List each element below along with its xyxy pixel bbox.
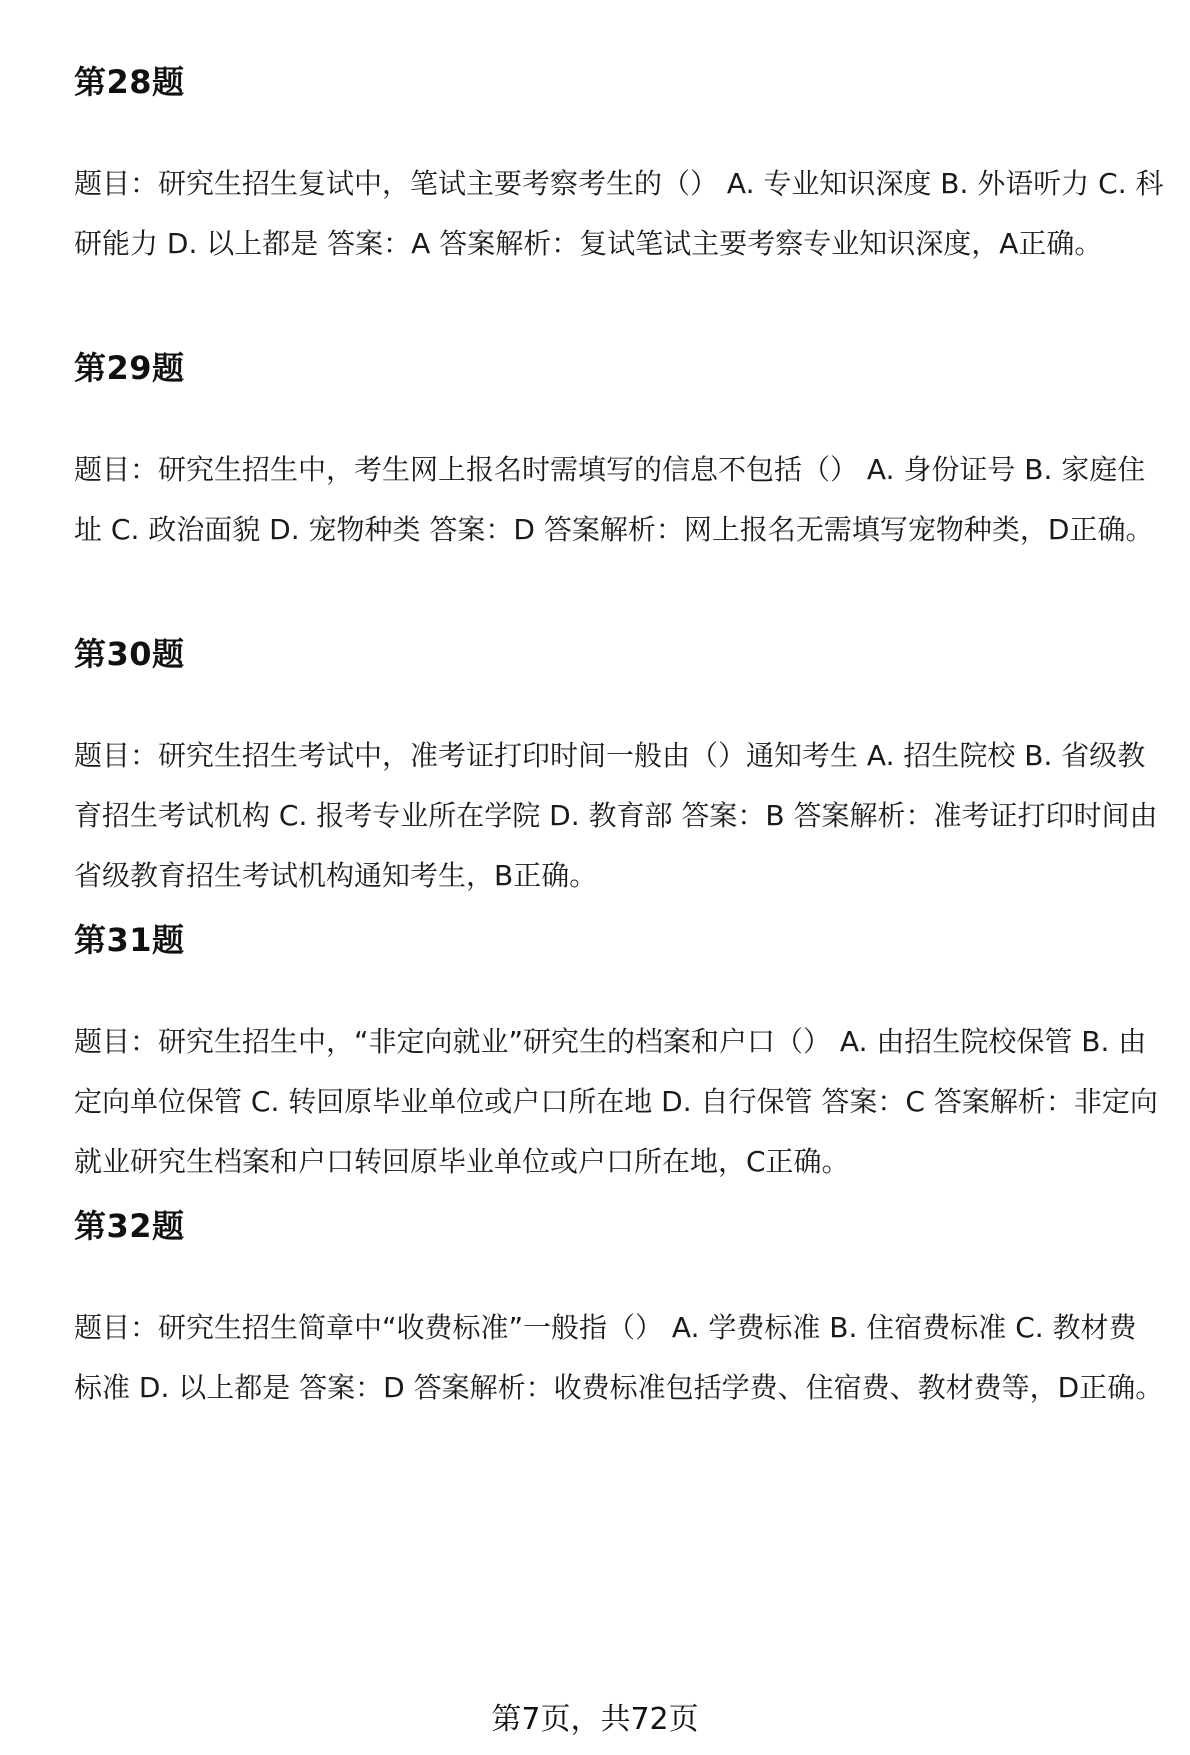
question-text: 题目：研究生招生中，考生网上报名时需填写的信息不包括（） A. 身份证号 B. 家庭住址 C. 政治面貌 D. 宠物种类 答案：D 答案解析：网上报名无需填写宠物种类，D正确。 (74, 453, 1154, 546)
page-number: 第7页，共72页 (491, 1702, 699, 1737)
question-heading: 第31题 (74, 921, 185, 959)
question-30 (74, 634, 1174, 906)
question-32 (74, 1206, 1174, 1418)
question-text: 题目：研究生招生简章中“收费标准”一般指（） A. 学费标准 B. 住宿费标准 C. 教材费标准 D. 以上都是 答案：D 答案解析：收费标准包括学费、住宿费、教材费等，D正确。 (74, 1311, 1164, 1404)
question-heading: 第30题 (74, 635, 185, 673)
question-text: 题目：研究生招生中，“非定向就业”研究生的档案和户口（） A. 由招生院校保管 B. 由定向单位保管 C. 转回原毕业单位或户口所在地 D. 自行保管 答案：C 答案解析：非定向就业研究生档案和户口转回原毕业单位或户口所在地，C正确。 (74, 1025, 1158, 1178)
question-heading: 第29题 (74, 349, 185, 387)
question-heading: 第32题 (74, 1207, 185, 1245)
question-31 (74, 920, 1174, 1192)
question-heading: 第28题 (74, 63, 185, 101)
question-text: 题目：研究生招生复试中，笔试主要考察考生的（） A. 专业知识深度 B. 外语听力 C. 科研能力 D. 以上都是 答案：A 答案解析：复试笔试主要考察专业知识深度，A正确。 (74, 167, 1164, 260)
question-text: 题目：研究生招生考试中，准考证打印时间一般由（）通知考生 A. 招生院校 B. 省级教育招生考试机构 C. 报考专业所在学院 D. 教育部 答案：B 答案解析：准考证打印时间由省级教育招生考试机构通知考生，B正确。 (74, 739, 1158, 892)
question-28 (74, 62, 1174, 274)
question-29 (74, 348, 1174, 560)
